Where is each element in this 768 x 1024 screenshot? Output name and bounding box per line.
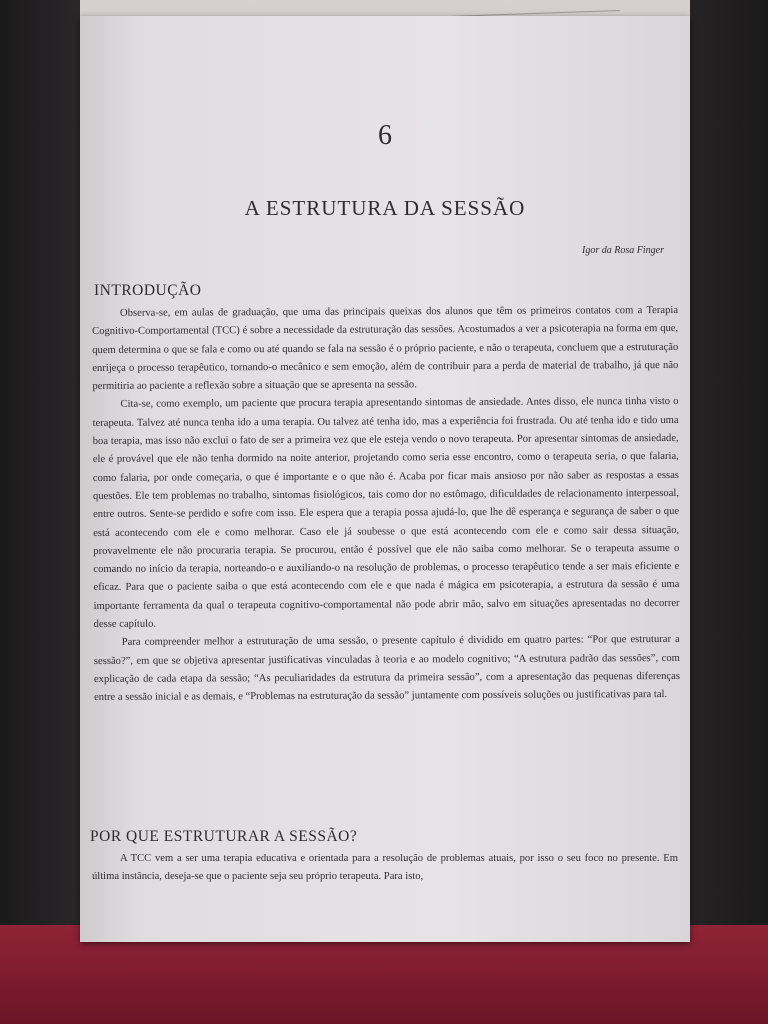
section-body-introducao [92,302,680,708]
chapter-title: A ESTRUTURA DA SESSÃO [244,196,526,220]
paragraph: Para compreender melhor a estruturação de uma sessão, o presente capítulo é dividido em quatro partes: “Por que estruturar a sessão?”, em que se objetiva apresentar justificativas vinculadas à teoria e ao modelo cognitivo; “A estrutura padrão das sessões”, com explicação de cada etapa da sessão; “As peculiaridades da estrutura da primeira sessão”, com a apresentação das pequenas diferenças entre a sessão inicial e as demais, e “Problemas na estruturação da sessão” juntamente com possíveis soluções ou justificativas para tal. [93,634,680,704]
chapter-author: Igor da Rosa Finger [582,245,664,256]
background-right [690,0,768,1024]
background-left [0,0,80,1024]
paragraph: A TCC vem a ser uma terapia educativa e orientada para a resolução de problemas atuais, por isso o seu foco no presente. Em última instância, deseja-se que o paciente seja seu próprio terapeuta. Para isto, [92,853,678,883]
book-page [80,16,690,942]
paragraph: Cita-se, como exemplo, um paciente que procura terapia apresentando sintomas de ansiedade. Antes disso, ele nunca tinha visto o terapeuta. Talvez até nunca tenha ido a uma terapia. Ou talvez até tenha ido, mas a experiência foi frustrada. Ou até tenha ido e tido uma boa terapia, mas isso não exclui o fato de ser a primeira vez que ele esteja vendo o novo terapeuta. Por apresentar sintomas de ansiedade, ele é provável que ele não tenha dormido na noite anterior, projetando como seria esse encontro, como o terapeuta seria, o que falaria, como falaria, por onde começaria, o que é importante e o que não é. Acaba por ficar mais ansioso por não saber as respostas a essas questões. Ele tem problemas no trabalho, sintomas fisiológicos, tais como dor no estômago, dificuldades de relacionamento interpessoal, entre outros. Sente-se perdido e sofre com isso. Ele espera que a terapia possa ajudá-lo, que lhe dê esperança e segurança de saber o que está acontecendo com ele e como melhorar. Caso ele já soubesse o que está acontecendo com ele e como sair dessa situação, provavelmente ele não procuraria terapia. Se procurou, então é possível que ele não saiba como melhorar. Se o terapeuta assume o comando no início da terapia, norteando-o e auxiliando-o na resolução de problemas, o processo terapêutico tende a ser mais eficiente e eficaz. Para que o paciente saiba o que está acontecendo com ele e que nada é mágica em psicoterapia, a estrutura da sessão é uma importante ferramenta da qual o terapeuta cognitivo-comportamental não pode abrir mão, salvo em situações apresentadas no decorrer desse capítulo. [92,396,680,631]
section-body-por-que-estruturar [92,850,678,887]
chapter-number: 6 [378,120,392,151]
paragraph: Observa-se, em aulas de graduação, que uma das principais queixas dos alunos que têm os primeiros contatos com a Terapia Cognitivo-Comportamental (TCC) é sobre a necessidade da estruturação das sessões. Acostumados a ver a psicoterapia na forma em que, quem determina o que se fala e como ou até quando se fala na sessão é o próprio paciente, e não o terapeuta, concluem que a estruturação enrijeça o processo terapêutico, tornando-o mecânico e sem emoção, além de contribuir para a perda de material de trabalho, já que não permitiria ao paciente a reflexão sobre a situação que se apresenta na sessão. [92,304,679,393]
section-heading-por-que-estruturar: POR QUE ESTRUTURAR A SESSÃO? [90,828,358,845]
section-heading-introducao: INTRODUÇÃO [94,282,202,299]
